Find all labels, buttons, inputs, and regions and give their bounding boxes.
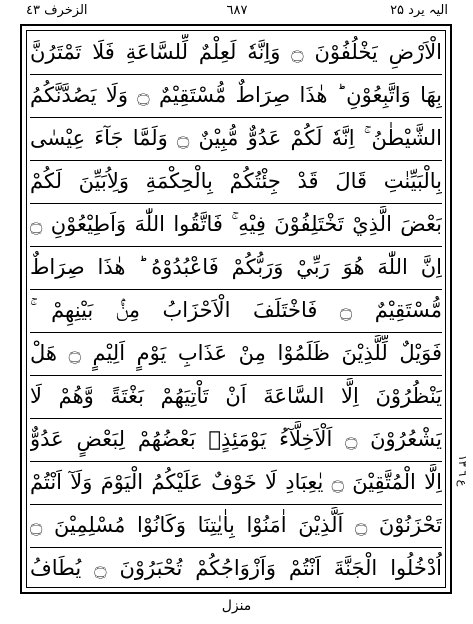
text-line: فَوَيْلٌ لِّلَّذِيْنَ ظَلَمُوْا مِنْ عَذَابِ يَوْمٍ اَلِيْمٍ ۝ هَلْ	[30, 341, 442, 365]
surah-name-label: الزخرف ٤٣	[26, 3, 88, 18]
text-line: الْاَرْضِ يَخْلُفُوْنَ ۝ وَاِنَّهٗ لَعِلْمٌ لِّلسَّاعَةِ فَلَا تَمْتَرُنَّ	[30, 40, 442, 64]
manzil-footer: منزل	[221, 598, 252, 614]
text-line: بِهَا وَاتَّبِعُوْنِ ؕ هٰذَا صِرَاطٌ مُّسْتَقِيْمٌ ۝ وَلَا يَصُدَّنَّكُمُ	[30, 83, 442, 107]
text-line: اُدْخُلُوا الْجَنَّةَ اَنْتُمْ وَاَزْوَاجُكُمْ تُحْبَرُوْنَ ۝ يُطَافُ	[30, 556, 442, 580]
ruku-margin-marker: ع ٦ ١٣	[456, 455, 469, 487]
line-rule	[30, 461, 442, 462]
text-line: مُّسْتَقِيْمٌ ۝ فَاخْتَلَفَ الْاَحْزَابُ مِنْۢ بَيْنِهِمْ ۚ	[30, 298, 442, 322]
line-rule	[30, 74, 442, 75]
text-line: اِنَّ اللّٰهَ هُوَ رَبِّيْ وَرَبُّكُمْ فَاعْبُدُوْهُ ؕ هٰذَا صِرَاطٌ	[30, 255, 442, 279]
line-rule	[30, 547, 442, 548]
line-rule	[30, 117, 442, 118]
line-rule	[30, 289, 442, 290]
line-rule	[30, 375, 442, 376]
line-rule	[30, 246, 442, 247]
text-line: تَحْزَنُوْنَ ۝ اَلَّذِيْنَ اٰمَنُوْا بِاٰيٰتِنَا وَكَانُوْا مُسْلِمِيْنَ ۝	[30, 513, 442, 537]
text-line: بَعْضَ الَّذِيْ تَخْتَلِفُوْنَ فِيْهِ ۚ فَاتَّقُوا اللّٰهَ وَاَطِيْعُوْنِ ۝	[30, 212, 442, 236]
text-line: اِلَّا الْمُتَّقِيْنَ ۝ يٰعِبَادِ لَا خَوْفٌ عَلَيْكُمُ الْيَوْمَ وَلَآ اَنْتُمْ	[30, 470, 442, 494]
line-rule	[30, 418, 442, 419]
page-number: ٦٨٧	[226, 3, 248, 18]
text-line: الشَّيْطٰنُ ۚ اِنَّهٗ لَكُمْ عَدُوٌّ مُّبِيْنٌ ۝ وَلَمَّا جَآءَ عِيْسٰى	[30, 126, 442, 150]
juz-label: الیہ یرد ۲۵	[390, 3, 448, 18]
line-rule	[30, 332, 442, 333]
text-line: يَنْظُرُوْنَ اِلَّا السَّاعَةَ اَنْ تَاْتِيَهُمْ بَغْتَةً وَّهُمْ لَا	[30, 384, 442, 408]
line-rule	[30, 160, 442, 161]
line-rule	[30, 504, 442, 505]
text-line: يَشْعُرُوْنَ ۝ اَلْاَخِلَّآءُ يَوْمَئِذٍۭ بَعْضُهُمْ لِبَعْضٍ عَدُوٌّ	[30, 427, 442, 451]
page-header	[22, 0, 452, 22]
text-line: بِالْبَيِّنٰتِ قَالَ قَدْ جِئْتُكُمْ بِالْحِكْمَةِ وَلِاُبَيِّنَ لَكُمْ	[30, 169, 442, 193]
line-rule	[30, 203, 442, 204]
